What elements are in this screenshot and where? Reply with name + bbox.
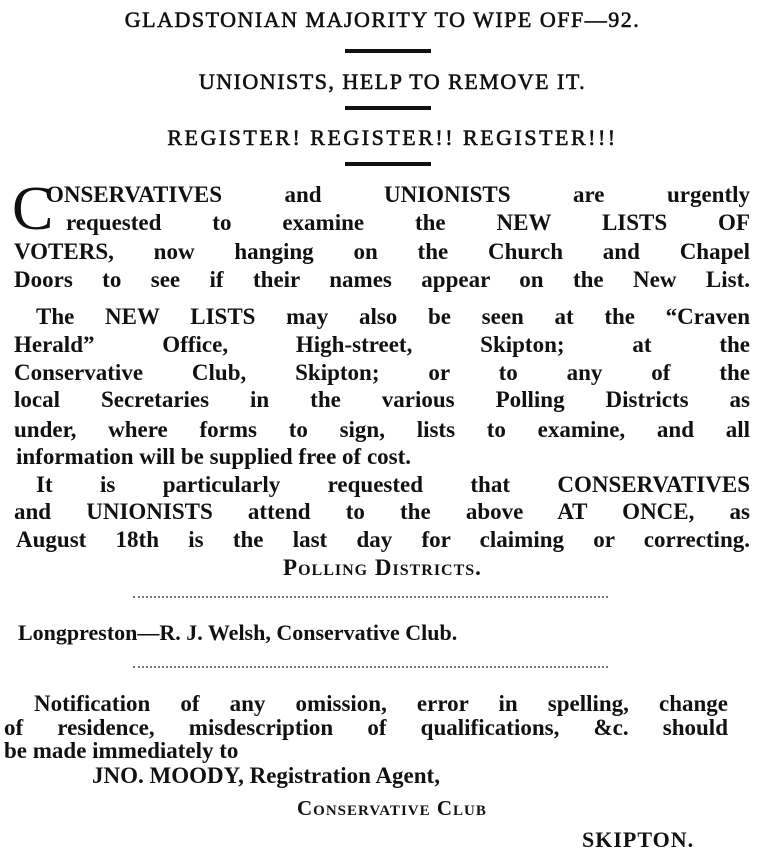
para2-line: information will be supplied free of cost. — [16, 444, 412, 469]
para3-line: and UNIONISTS attend to the above AT ONCE, as — [14, 499, 750, 524]
signature-name: JNO. MOODY, Registration Agent, — [92, 763, 440, 788]
para2-line: under, where forms to sign, lists to examine, and all — [14, 417, 750, 442]
headline-3: REGISTER! REGISTER!! REGISTER!!! — [167, 125, 618, 150]
para2-line: Conservative Club, Skipton; or to any of the — [14, 360, 750, 385]
notice-line: of residence, misdescription of qualifications, &c. should — [4, 715, 728, 740]
para1-line: VOTERS, now hanging on the Church and Chapel — [14, 239, 750, 264]
rule-divider — [345, 49, 431, 53]
signature-club: Conservative Club — [297, 796, 487, 820]
notice-line: be made immediately to — [4, 738, 239, 763]
para3-line: It is particularly requested that CONSERVATIVES — [36, 472, 750, 497]
para1-line: Doors to see if their names appear on the New List. — [14, 267, 750, 292]
rule-divider — [345, 162, 431, 166]
rule-divider — [345, 106, 431, 110]
section-heading: Polling Districts. — [283, 555, 482, 580]
headline-1: GLADSTONIAN MAJORITY TO WIPE OFF—92. — [124, 7, 641, 32]
drop-cap: C — [12, 175, 54, 243]
para3-line: August 18th is the last day for claiming or correcting. — [16, 527, 750, 552]
para1-line: ONSERVATIVES and UNIONISTS are urgently — [46, 182, 750, 207]
district-entry: Longpreston—R. J. Welsh, Conservative Club. — [18, 620, 458, 645]
para2-line: The NEW LISTS may also be seen at the “Craven — [36, 304, 750, 329]
notice-line: Notification of any omission, error in spelling, change — [34, 691, 728, 716]
para2-line: Herald” Office, High-street, Skipton; at the — [14, 332, 750, 357]
dotted-divider — [133, 596, 608, 600]
headline-2: UNIONISTS, HELP TO REMOVE IT. — [198, 69, 587, 94]
signature-town: SKIPTON. — [582, 827, 695, 852]
para1-line: requested to examine the NEW LISTS OF — [66, 210, 750, 235]
dotted-divider — [133, 666, 608, 670]
para2-line: local Secretaries in the various Polling Districts as — [14, 387, 750, 412]
